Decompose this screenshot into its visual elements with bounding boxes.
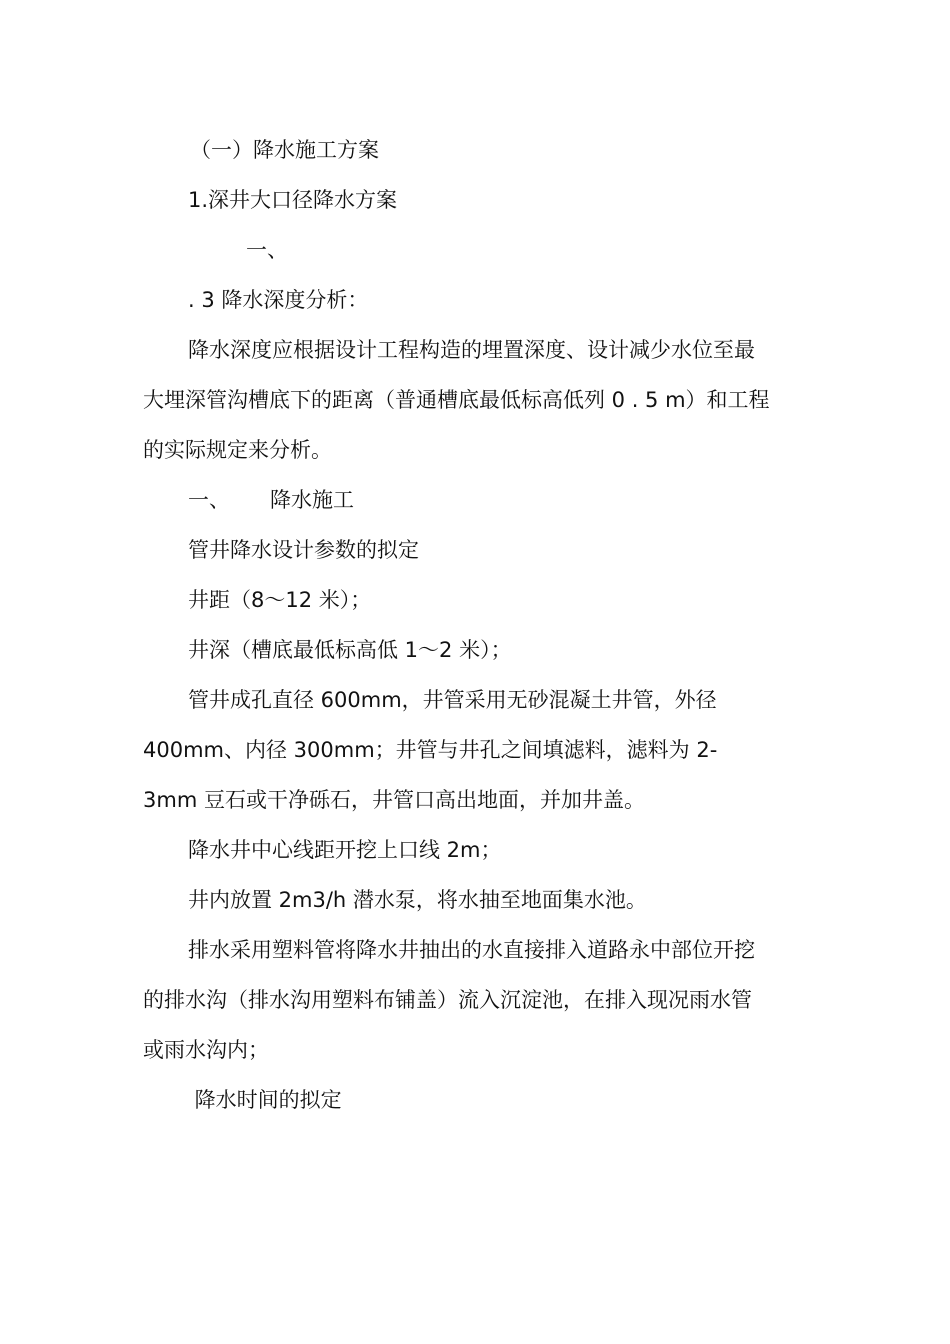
subsection-heading: 1.深井大口径降水方案: [188, 188, 398, 212]
paragraph-line: 的实际规定来分析。: [143, 438, 332, 462]
paragraph-line: 400mm、内径 300mm；井管与井孔之间填滤料，滤料为 2-: [143, 738, 718, 762]
paragraph-line: 井深（槽底最低标高低 1～2 米）；: [188, 638, 512, 662]
section-heading: （一）降水施工方案: [190, 138, 379, 162]
paragraph-line: 大埋深管沟槽底下的距离（普通槽底最低标高低列 0 . 5 m）和工程: [143, 388, 770, 412]
paragraph-line: 排水采用塑料管将降水井抽出的水直接排入道路永中部位开挖: [188, 938, 755, 962]
subsection-heading: . 3 降水深度分析：: [188, 288, 369, 312]
paragraph-line: 井内放置 2m3/h 潜水泵，将水抽至地面集水池。: [188, 888, 647, 912]
paragraph-line: 管井降水设计参数的拟定: [188, 538, 419, 562]
paragraph-line: 3mm 豆石或干净砾石，井管口高出地面，并加井盖。: [143, 788, 645, 812]
paragraph-line: 管井成孔直径 600mm，井管采用无砂混凝土井管，外径: [188, 688, 717, 712]
paragraph-line: 降水深度应根据设计工程构造的埋置深度、设计减少水位至最: [188, 338, 755, 362]
paragraph-line: 或雨水沟内；: [143, 1038, 269, 1062]
paragraph-line: 降水时间的拟定: [188, 1088, 342, 1112]
section-heading: 一、 降水施工: [188, 488, 355, 512]
paragraph-line: 井距（8～12 米）；: [188, 588, 372, 612]
paragraph-line: 的排水沟（排水沟用塑料布铺盖）流入沉淀池，在排入现况雨水管: [143, 988, 752, 1012]
list-marker: 一、: [246, 238, 288, 262]
paragraph-line: 降水井中心线距开挖上口线 2m；: [188, 838, 502, 862]
